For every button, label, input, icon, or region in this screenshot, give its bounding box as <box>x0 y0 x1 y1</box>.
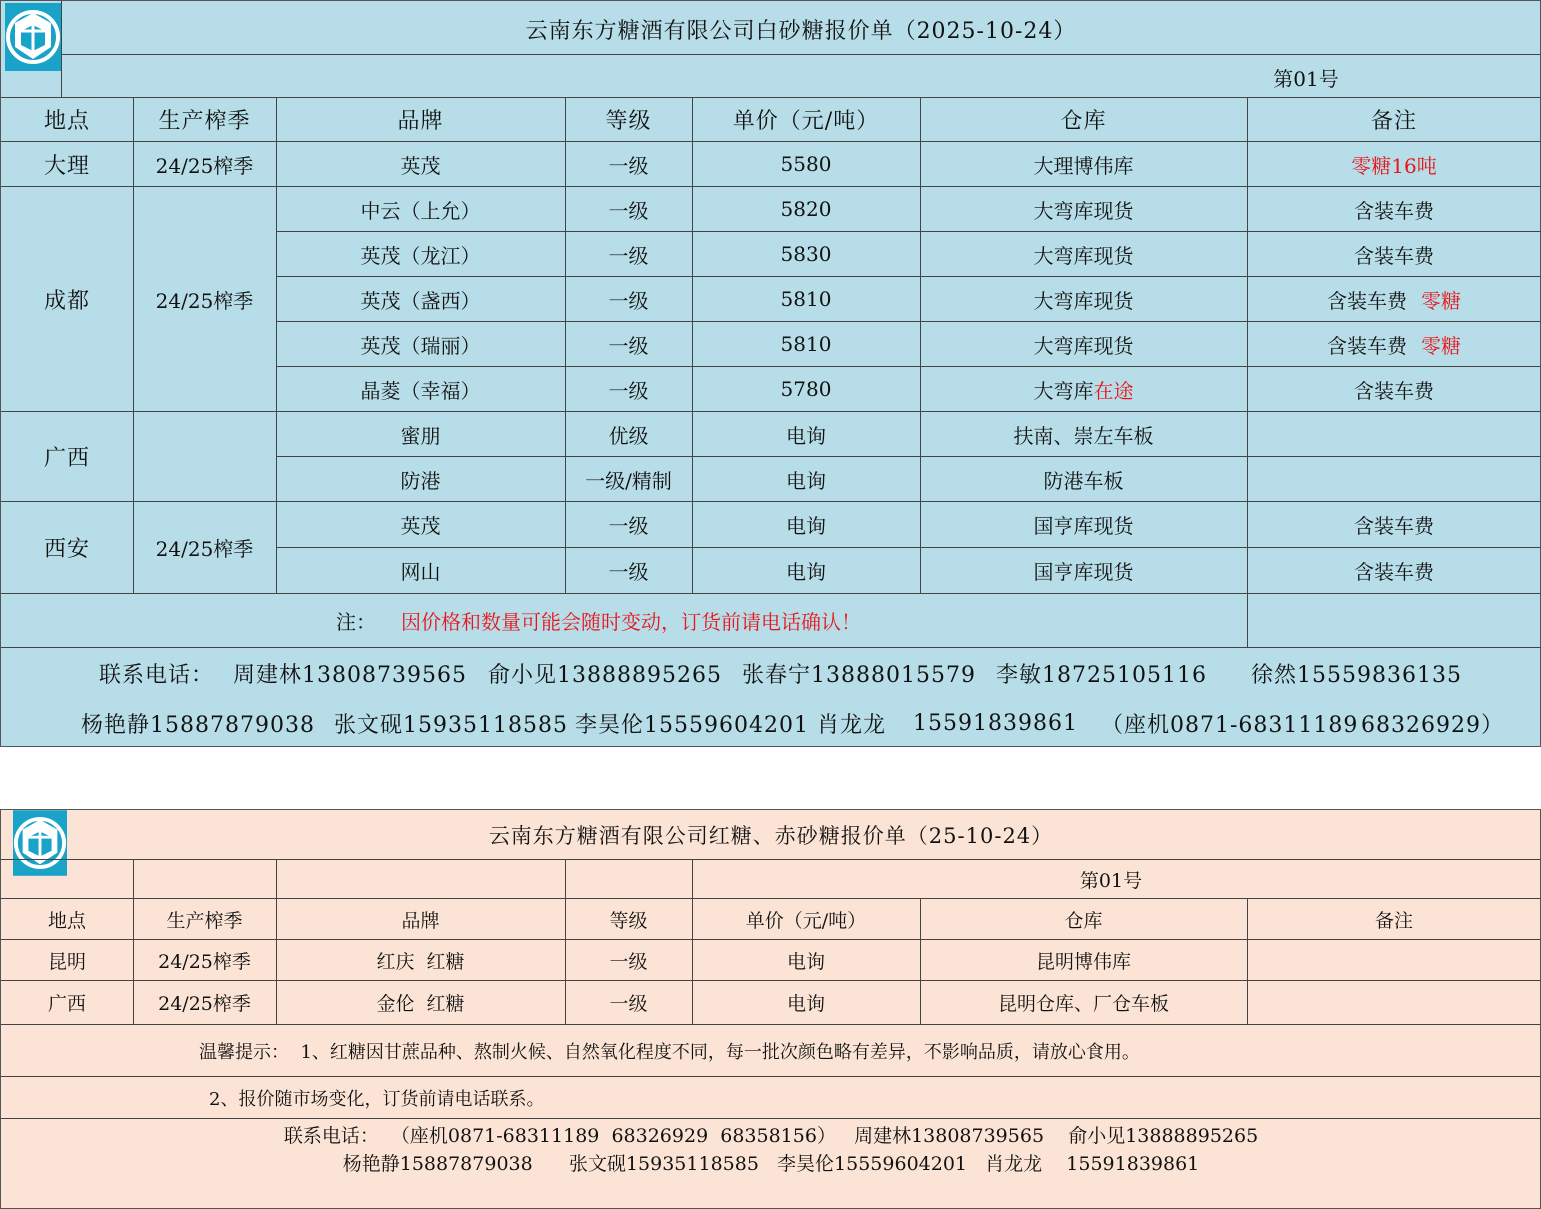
note-text: 含装车费 <box>1354 243 1434 268</box>
warehouse-text: 大弯库现货 <box>1033 288 1134 313</box>
grade-cell: 一级 <box>608 198 649 223</box>
grade-cell: 优级 <box>608 423 649 448</box>
price-cell: 5830 <box>780 242 832 266</box>
contact-entry: 李昊伦15559604201 <box>575 712 809 738</box>
price-cell: 电询 <box>786 468 826 493</box>
contact-entry: 徐然15559836135 <box>1251 662 1462 688</box>
sheet-number: 第01号 <box>1079 869 1143 892</box>
page-title: 云南东方糖酒有限公司红糖、赤砂糖报价单（25-10-24） <box>488 824 1054 848</box>
brand-cell: 英茂 <box>400 514 441 538</box>
note-cell <box>1247 502 1541 547</box>
warehouse-cell <box>920 367 1247 411</box>
warehouse-text: 国亨库现货 <box>1033 560 1134 584</box>
brand-cell: 中云（上允） <box>360 198 481 223</box>
note-cell <box>1247 457 1541 501</box>
header-price: 单价（元/吨） <box>732 109 880 134</box>
season-xian: 24/25榨季 <box>155 537 254 561</box>
brand-cell: 防港 <box>400 468 441 493</box>
grade-cell: 一级 <box>608 560 649 584</box>
header-price: 单价（元/吨） <box>745 909 867 932</box>
price-cell: 5580 <box>780 152 832 176</box>
warehouse-cell <box>920 412 1247 456</box>
company-logo-icon <box>5 3 61 71</box>
note-text: 含装车费 <box>1327 288 1407 313</box>
price-cell: 5810 <box>780 332 832 356</box>
brand-cell: 金伦 红糖 <box>376 993 465 1015</box>
header-place: 地点 <box>47 909 86 932</box>
note-text: 含装车费 <box>1354 378 1434 403</box>
note-cell <box>1247 412 1541 456</box>
tip-line-1: 温馨提示： 1、红糖因甘蔗品种、熬制火候、自然氧化程度不同，每一批次颜色略有差异，不影响品质，请放心食用。 <box>199 1041 1140 1063</box>
note-highlight: 零糖 <box>1421 333 1461 358</box>
header-season: 生产榨季 <box>158 109 251 134</box>
header-grade: 等级 <box>605 109 652 134</box>
company-logo-icon <box>13 810 67 876</box>
note-text: 含装车费 <box>1354 198 1434 223</box>
brand-cell: 晶菱（幸福） <box>360 378 481 403</box>
place-cell: 昆明 <box>47 950 86 973</box>
season-chengdu: 24/25榨季 <box>155 288 254 313</box>
contact-entry: 15591839861 <box>913 710 1078 736</box>
warehouse-cell: 昆明博伟库 <box>1035 950 1131 973</box>
price-cell: 5810 <box>780 287 832 311</box>
note-cell <box>1247 367 1541 411</box>
warehouse-text: 大弯库现货 <box>1033 243 1134 268</box>
contact-phone-label: 联系电话： <box>99 662 215 688</box>
note-label: 注： <box>336 610 376 634</box>
grade-cell: 一级 <box>608 333 649 358</box>
note-cell <box>1247 142 1541 186</box>
note-cell <box>1247 277 1541 321</box>
season-guangxi <box>133 412 276 501</box>
note-highlight: 零糖16吨 <box>1351 153 1437 178</box>
warehouse-status: 在途 <box>1093 378 1134 403</box>
warehouse-text: 扶南、崇左车板 <box>1013 423 1154 448</box>
grade-cell: 一级/精制 <box>585 468 672 493</box>
contact-entry: 张文砚15935118585 <box>334 712 568 738</box>
price-cell: 电询 <box>786 423 826 448</box>
contact-entry: 杨艳静15887879038 <box>81 712 315 738</box>
note-cell <box>1247 232 1541 276</box>
contact-entry: 李敏18725105116 <box>996 662 1207 688</box>
brown-sugar-price-sheet <box>0 809 1541 1209</box>
note-highlight: 零糖 <box>1421 288 1461 313</box>
grade-cell: 一级 <box>608 288 649 313</box>
season-cell: 24/25榨季 <box>158 993 251 1015</box>
note-text: 含装车费 <box>1327 333 1407 358</box>
warehouse-cell <box>920 457 1247 501</box>
price-cell: 5780 <box>780 377 832 401</box>
note-cell <box>1247 981 1541 1024</box>
header-warehouse: 仓库 <box>1064 909 1103 932</box>
note-cell <box>1247 322 1541 366</box>
header-place: 地点 <box>43 109 90 134</box>
warehouse-text: 大弯库 <box>1033 378 1094 403</box>
price-cell: 电询 <box>786 950 825 973</box>
warehouse-cell: 昆明仓库、厂仓车板 <box>997 993 1169 1015</box>
brand-cell: 英茂（瑞丽） <box>360 333 481 358</box>
grade-cell: 一级 <box>608 243 649 268</box>
warehouse-cell <box>920 142 1247 186</box>
brand-cell: 英茂（盏西） <box>360 288 481 313</box>
header-note: 备注 <box>1374 909 1413 932</box>
note-text: 含装车费 <box>1354 560 1434 584</box>
page-title: 云南东方糖酒有限公司白砂糖报价单（2025-10-24） <box>525 18 1077 44</box>
header-warehouse: 仓库 <box>1060 109 1107 134</box>
warehouse-cell <box>920 187 1247 231</box>
grade-cell: 一级 <box>608 153 649 178</box>
header-brand: 品牌 <box>397 109 444 134</box>
contact-entry: 周建林13808739565 <box>233 662 467 688</box>
grade-cell: 一级 <box>609 950 648 973</box>
place-dali: 大理 <box>43 153 90 179</box>
brand-cell: 网山 <box>400 560 441 584</box>
brand-cell: 红庆 红糖 <box>376 950 465 973</box>
contact-entry: 张春宁13888015579 <box>742 662 976 688</box>
note-cell <box>1247 940 1541 980</box>
tip-line-2: 2、报价随市场变化，订货前请电话联系。 <box>209 1088 545 1110</box>
place-guangxi: 广西 <box>43 446 90 471</box>
warehouse-text: 大理博伟库 <box>1033 153 1134 178</box>
warehouse-cell <box>920 277 1247 321</box>
warehouse-cell <box>920 548 1247 593</box>
warehouse-text: 大弯库现货 <box>1033 333 1134 358</box>
header-note: 备注 <box>1370 109 1417 134</box>
warehouse-text: 大弯库现货 <box>1033 198 1134 223</box>
warehouse-cell <box>920 322 1247 366</box>
landline-entry: 68326929） <box>1361 712 1504 738</box>
brand-cell: 蜜朋 <box>400 423 441 448</box>
note-cell <box>1247 548 1541 593</box>
brand-cell: 英茂（龙江） <box>360 243 481 268</box>
place-chengdu: 成都 <box>43 288 90 314</box>
warehouse-text: 国亨库现货 <box>1033 514 1134 538</box>
note-text: 含装车费 <box>1354 514 1434 538</box>
price-cell: 电询 <box>786 514 826 538</box>
header-brand: 品牌 <box>401 909 440 932</box>
contacts-line-2: 杨艳静15887879038 张文砚15935118585 李昊伦15559604201 肖龙龙 15591839861 <box>342 1152 1200 1175</box>
header-grade: 等级 <box>609 909 648 932</box>
grade-cell: 一级 <box>609 993 648 1015</box>
note-cell <box>1247 187 1541 231</box>
price-cell: 电询 <box>786 993 825 1015</box>
place-cell: 广西 <box>47 993 86 1015</box>
sheet-number: 第01号 <box>1273 66 1339 91</box>
warehouse-cell <box>920 502 1247 547</box>
landline-entry: （座机0871-68311189 <box>1101 712 1359 738</box>
price-cell: 5820 <box>780 197 832 221</box>
brand-cell: 英茂 <box>400 153 441 178</box>
header-season: 生产榨季 <box>166 909 243 932</box>
season-cell: 24/25榨季 <box>158 950 251 973</box>
warehouse-cell <box>920 232 1247 276</box>
contacts-line-1: 联系电话： （座机0871-68311189 68326929 68358156） 周建林13808739565 俞小见13888895265 <box>283 1124 1259 1147</box>
contact-entry: 肖龙龙 <box>817 712 887 738</box>
contact-entry: 俞小见13888895265 <box>488 662 722 688</box>
disclaimer-text: 因价格和数量可能会随时变动，订货前请电话确认！ <box>401 610 861 634</box>
grade-cell: 一级 <box>608 514 649 538</box>
warehouse-text: 防港车板 <box>1043 468 1124 493</box>
place-xian: 西安 <box>43 537 90 562</box>
season-dali: 24/25榨季 <box>155 153 254 178</box>
price-cell: 电询 <box>786 560 826 584</box>
grade-cell: 一级 <box>608 378 649 403</box>
